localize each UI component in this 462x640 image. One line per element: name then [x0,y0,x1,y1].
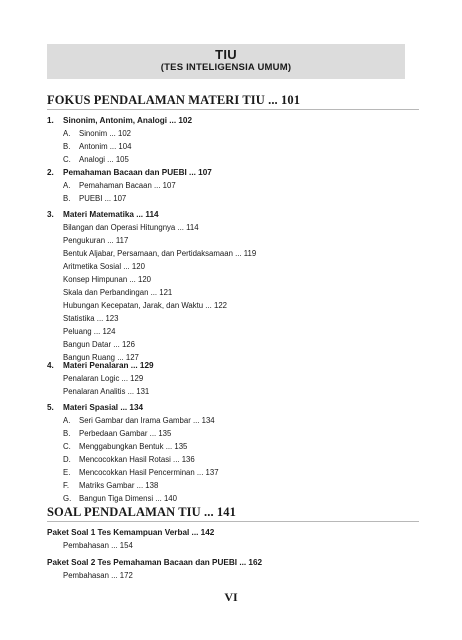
section-label: Sinonim, Antonim, Analogi ... 102 [63,116,193,125]
toc-section-3 [47,209,427,364]
page-number: VI [224,590,238,604]
section-label: Materi Spasial ... 134 [63,403,144,412]
toc-item: Aritmetika Sosial ... 120 [63,262,145,271]
toc-item: Penalaran Logic ... 129 [63,374,144,383]
section-number: 3. [47,210,54,219]
toc-item: Hubungan Kecepatan, Jarak, dan Waktu ... 122 [63,301,227,310]
toc-item: B. PUEBI ... 107 [63,194,127,203]
toc-item: A. Sinonim ... 102 [63,129,132,138]
toc-item: Bangun Ruang ... 127 [63,353,139,362]
toc-section-4 [47,360,427,398]
paket-1 [47,527,427,552]
section-title [47,167,427,179]
section-number: 2. [47,168,54,177]
toc-item: D. Mencocokkan Hasil Rotasi ... 136 [63,455,195,464]
section-title [47,402,427,414]
toc-item: Bilangan dan Operasi Hitungnya ... 114 [63,223,199,232]
section-label: Pemahaman Bacaan dan PUEBI ... 107 [63,168,212,177]
toc-item: Bangun Datar ... 126 [63,340,135,349]
toc-item: Pengukuran ... 117 [63,236,129,245]
toc-item: Bentuk Aljabar, Persamaan, dan Pertidaksamaan ... 119 [63,249,257,258]
paket-2 [47,557,427,582]
toc-item: A. Pemahaman Bacaan ... 107 [63,181,176,190]
chapter-banner [47,44,405,79]
section-label: Materi Penalaran ... 129 [63,361,154,370]
toc-item: F. Matriks Gambar ... 138 [63,481,159,490]
toc-item: C. Menggabungkan Bentuk ... 135 [63,442,188,451]
section-title [47,209,427,221]
toc-item: G. Bangun Tiga Dimensi ... 140 [63,494,177,503]
toc-item: B. Antonim ... 104 [63,142,132,151]
chapter-subtitle: (TES INTELIGENSIA UMUM) [160,62,292,73]
paket-title: Paket Soal 1 Tes Kemampuan Verbal ... 142 [47,528,215,537]
fokus-divider [47,109,419,110]
paket-pembahasan: Pembahasan ... 154 [63,541,133,550]
section-title [47,115,427,127]
chapter-title: TIU [215,47,237,62]
section-number: 1. [47,116,54,125]
soal-divider [47,521,419,522]
toc-item: B. Perbedaan Gambar ... 135 [63,429,172,438]
toc-item: Peluang ... 124 [63,327,116,336]
section-title [47,360,427,372]
toc-item: Konsep Himpunan ... 120 [63,275,151,284]
section-label: Materi Matematika ... 114 [63,210,159,219]
fokus-heading: FOKUS PENDALAMAN MATERI TIU ... 101 [47,93,301,107]
soal-heading: SOAL PENDALAMAN TIU ... 141 [47,505,236,519]
toc-item: A. Seri Gambar dan Irama Gambar ... 134 [63,416,215,425]
paket-title: Paket Soal 2 Tes Pemahaman Bacaan dan PUEBI ... 162 [47,558,263,567]
toc-item: Statistika ... 123 [63,314,119,323]
toc-section-1 [47,115,427,166]
toc-item: Skala dan Perbandingan ... 121 [63,288,173,297]
paket-pembahasan: Pembahasan ... 172 [63,571,133,580]
toc-item: E. Mencocokkan Hasil Pencerminan ... 137 [63,468,219,477]
section-number: 5. [47,403,54,412]
section-number: 4. [47,361,54,370]
toc-section-2 [47,167,427,205]
toc-item: Penalaran Analitis ... 131 [63,387,150,396]
toc-section-5 [47,402,427,505]
toc-item: C. Analogi ... 105 [63,155,129,164]
